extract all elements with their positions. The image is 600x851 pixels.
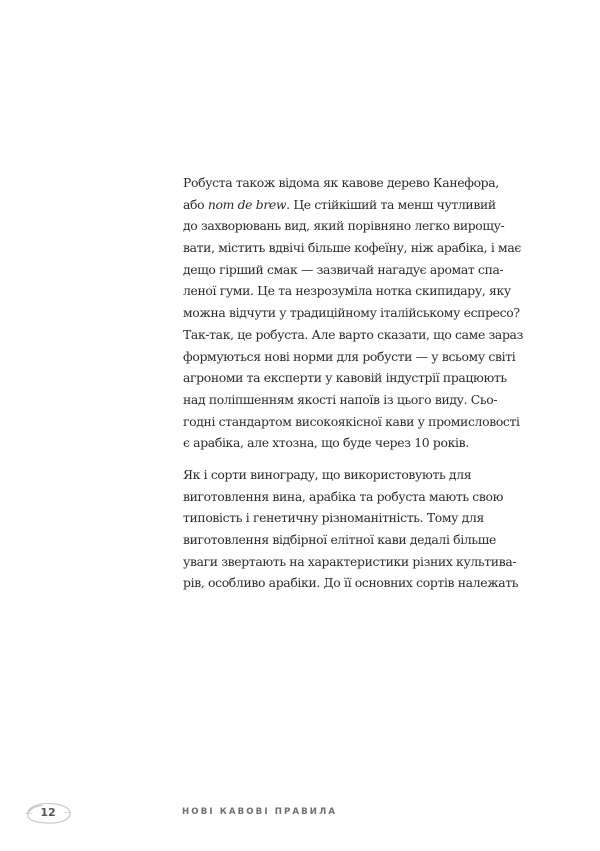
text-line: Як і сорти винограду, що використовують для [183, 466, 472, 482]
text-line: годні стандартом високоякісної кави у промисловості [183, 413, 520, 429]
text-line: формуються нові норми для робусти — у всьому світі [183, 348, 516, 364]
paragraph-1 [183, 172, 523, 454]
text-line: Так-так, це робуста. Але варто сказати, що саме зараз [183, 326, 523, 342]
text-line: вати, містить вдвічі більше кофеїну, ніж арабіка, і має [183, 240, 521, 256]
page-number: 12 [40, 806, 56, 819]
text-line: над поліпшенням якості напоїв із цього виду. Сьо- [183, 391, 498, 407]
text-fragment: . Це стійкіший та менш чутливий [286, 196, 496, 212]
paragraph-2 [183, 464, 519, 594]
text-line: леної гуми. Це та незрозуміла нотка скипидару, яку [183, 283, 511, 299]
text-fragment: або [183, 196, 208, 212]
page-number-badge [22, 800, 74, 826]
text-line: до захворювань вид, який порівняно легко вирощу- [183, 218, 505, 234]
italic-term: nom de brew [207, 196, 287, 212]
text-line: Робуста також відома як кавове дерево Канефора, [183, 175, 499, 190]
text-line: виготовлення вина, арабіка та робуста мають свою [183, 488, 504, 504]
text-line: рів, особливо арабіки. До її основних сортів належать [183, 575, 519, 591]
body-text [183, 172, 523, 604]
text-line: виготовлення відбірної елітної кави дедалі більше [183, 532, 496, 547]
text-line: типовість і генетичну різноманітність. Тому для [183, 510, 484, 526]
text-line: дещо гірший смак — зазвичай нагадує аромат спа- [183, 261, 504, 277]
text-line [183, 194, 496, 216]
text-line: можна відчути у традиційному італійському еспресо? [183, 305, 520, 321]
running-title: НОВІ КАВОВІ ПРАВИЛА [182, 807, 338, 817]
text-line: уваги звертають на характеристики різних культива- [183, 553, 517, 569]
text-line: агрономи та експерти у кавовій індустрії працюють [183, 370, 507, 386]
text-line: є арабіка, але хтозна, що буде через 10 років. [183, 435, 469, 451]
